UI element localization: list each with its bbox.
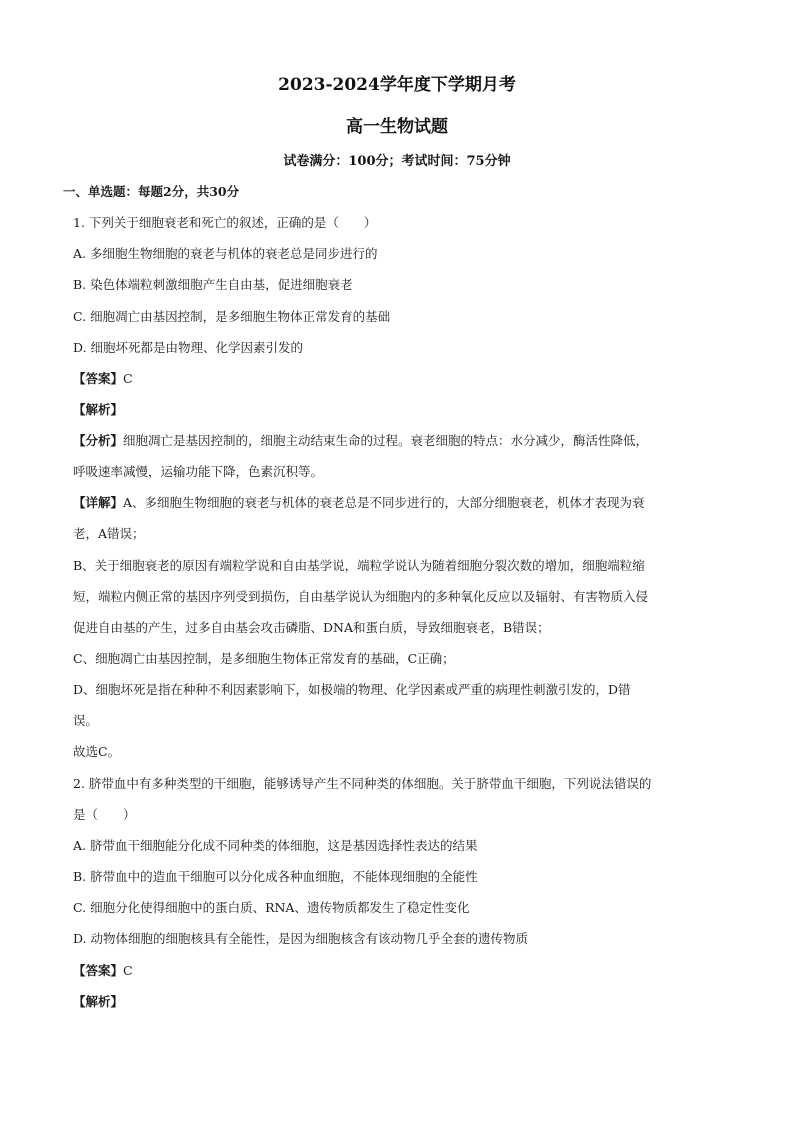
q1-option-c: C. 细胞凋亡由基因控制，是多细胞生物体正常发育的基础 <box>73 309 391 324</box>
q1-option-d: D. 细胞坏死都是由物理、化学因素引发的 <box>73 340 304 355</box>
q2-answer <box>73 962 133 979</box>
fenxi-text-1: 细胞凋亡是基因控制的，细胞主动结束生命的过程。衰老细胞的特点：水分减少，酶活性降低， <box>123 433 649 448</box>
q1-option-b: B. 染色体端粒刺激细胞产生自由基，促进细胞衰老 <box>73 277 353 292</box>
answer-tag: 【答案】 <box>73 963 124 978</box>
q2-option-b: B. 脐带血中的造血干细胞可以分化成各种血细胞，不能体现细胞的全能性 <box>73 869 478 884</box>
q2-stem-2: 是（ ） <box>73 807 136 822</box>
xiangjie-text-1: A、多细胞生物细胞的衰老与机体的衰老总是不同步进行的，大部分细胞衰老，机体才表现为衰 <box>123 495 645 510</box>
b-explanation-2: 短，端粒内侧正常的基因序列受到损伤，自由基学说认为细胞内的多种氧化反应以及辐射、有害物质入侵 <box>73 589 649 604</box>
q2-option-d: D. 动物体细胞的细胞核具有全能性，是因为细胞核含有该动物几乎全套的遗传物质 <box>73 931 529 946</box>
section-heading: 一、单选题：每题2分，共30分 <box>63 184 240 199</box>
q2-stem-1: 2. 脐带血中有多种类型的干细胞，能够诱导产生不同种类的体细胞。关于脐带血干细胞，下列说法错误的 <box>73 776 652 791</box>
b-explanation-1: B、关于细胞衰老的原因有端粒学说和自由基学说，端粒学说认为随着细胞分裂次数的增加，细胞端粒缩 <box>73 558 645 573</box>
q1-fenxi <box>73 432 648 449</box>
subject-title: 高一生物试题 <box>346 117 448 137</box>
xiangjie-text-2: 老，A错误； <box>73 526 145 541</box>
exam-title: 2023-2024学年度下学期月考 <box>278 75 516 95</box>
answer-value: C <box>123 963 133 978</box>
d-explanation-2: 误。 <box>73 713 99 728</box>
q1-analysis-tag: 【解析】 <box>73 402 124 417</box>
answer-tag: 【答案】 <box>73 371 124 386</box>
q1-conclusion: 故选C。 <box>73 744 121 759</box>
fenxi-text-2: 呼吸速率减慢，运输功能下降，色素沉积等。 <box>73 464 324 479</box>
xiangjie-tag: 【详解】 <box>73 495 124 510</box>
q2-option-c: C. 细胞分化使得细胞中的蛋白质、RNA、遗传物质都发生了稳定性变化 <box>73 900 470 915</box>
d-explanation-1: D、细胞坏死是指在种种不利因素影响下，如极端的物理、化学因素或严重的病理性刺激引发的，D错 <box>73 682 631 697</box>
exam-info: 试卷满分：100分；考试时间：75分钟 <box>283 154 511 169</box>
fenxi-tag: 【分析】 <box>73 433 124 448</box>
c-explanation: C、细胞凋亡由基因控制，是多细胞生物体正常发育的基础，C正确； <box>73 651 455 666</box>
q2-option-a: A. 脐带血干细胞能分化成不同种类的体细胞，这是基因选择性表达的结果 <box>73 838 478 853</box>
answer-value: C <box>123 371 133 386</box>
q1-answer <box>73 370 133 387</box>
b-explanation-3: 促进自由基的产生，过多自由基会攻击磷脂、DNA和蛋白质，导致细胞衰老，B错误； <box>73 620 550 635</box>
q2-analysis-tag: 【解析】 <box>73 994 124 1009</box>
q1-stem: 1. 下列关于细胞衰老和死亡的叙述，正确的是（ ） <box>73 215 377 230</box>
q1-xiangjie <box>73 494 645 511</box>
q1-option-a: A. 多细胞生物细胞的衰老与机体的衰老总是同步进行的 <box>73 246 378 261</box>
